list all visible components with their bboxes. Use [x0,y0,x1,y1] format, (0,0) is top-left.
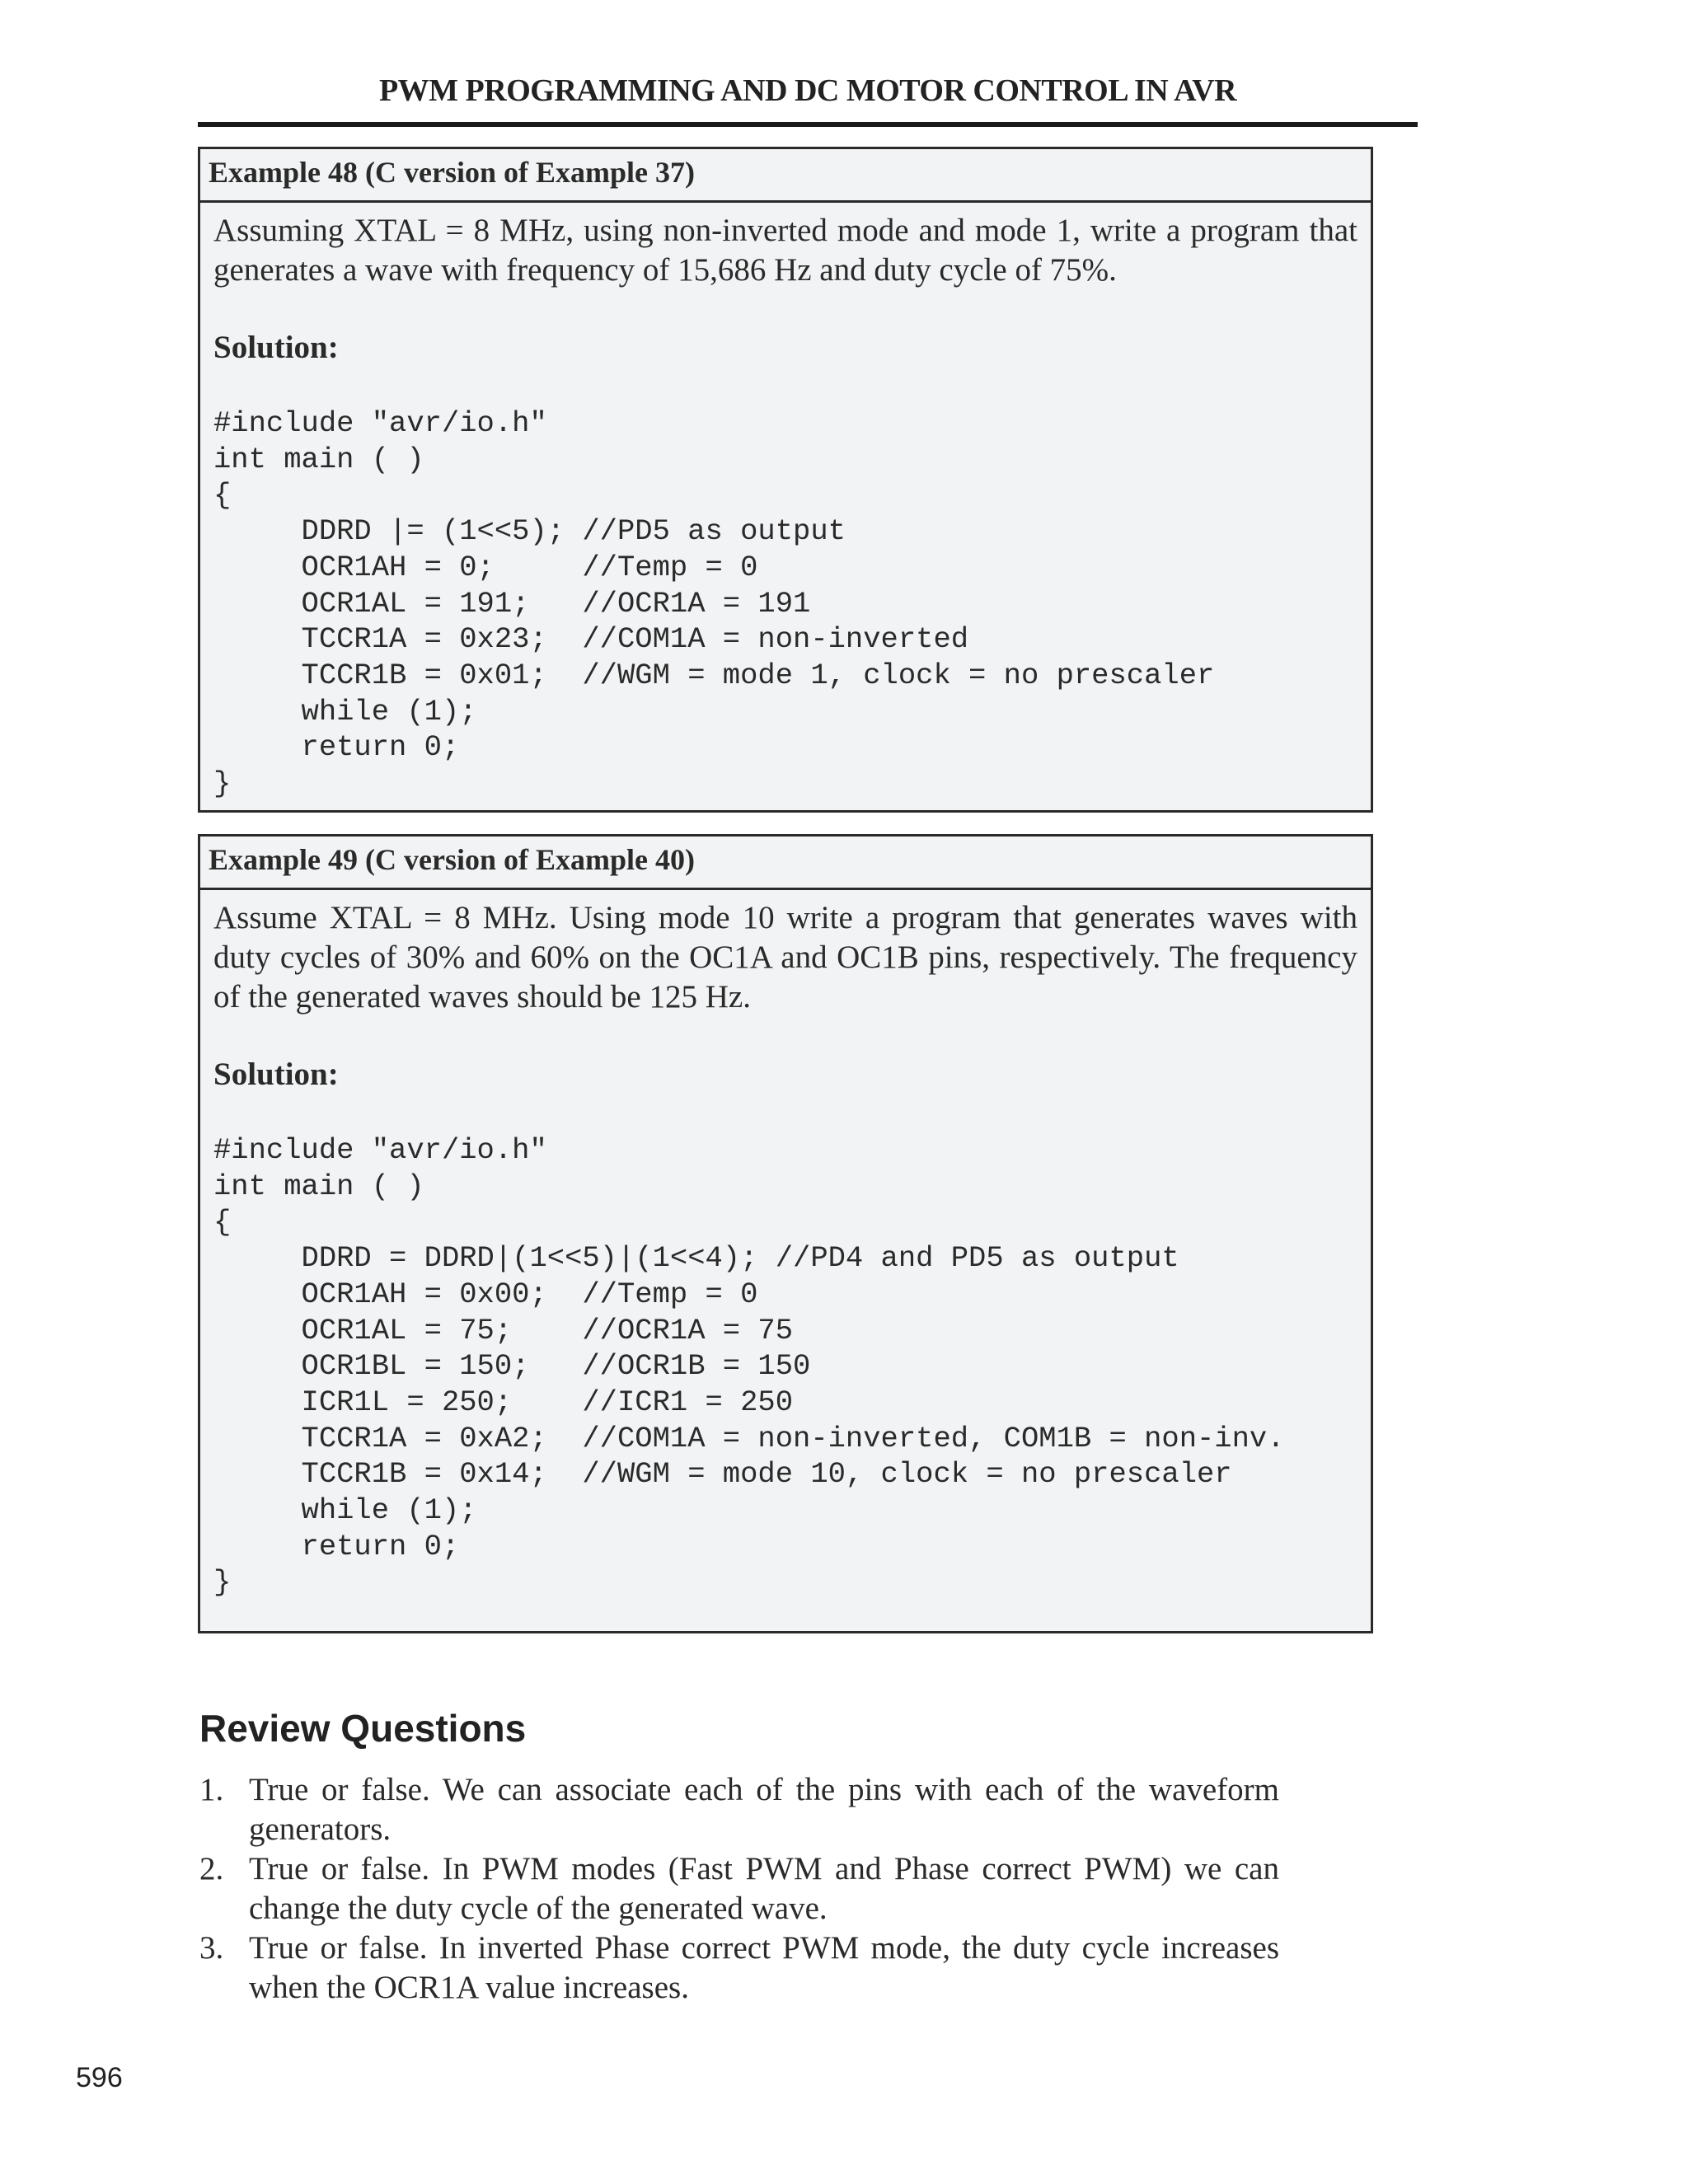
header-rule [198,122,1418,127]
question-number: 3. [199,1930,224,1966]
example-title: Example 49 (C version of Example 40) [200,837,1371,890]
review-questions-list [199,1770,1279,2008]
question-text: True or false. In inverted Phase correct PWM mode, the duty cycle increases when the OCR1A value increases. [249,1930,1279,2005]
code-listing: #include "avr/io.h" int main ( ) { DDRD = DDRD|(1<<5)|(1<<4); //PD4 and PD5 as output OCR1AH = 0x00; //Temp = 0 OCR1AL = 75; //OCR1A = 75 OCR1BL = 150; //OCR1B = 150 ICR1L = 250; //ICR1 = 250 TCCR1A = 0xA2; //COM1A = non-inverted, COM1B = non-inv. TCCR1B = 0x14; //WGM = mode 10, clock = no prescaler while (1); return 0; } [213,1133,1285,1600]
page-number: 596 [76,2062,123,2093]
review-question [199,1929,1279,2008]
review-questions-heading: Review Questions [199,1707,527,1750]
example-body [200,203,1371,802]
example-box-49 [198,834,1373,1633]
example-box-48 [198,147,1373,813]
question-text: True or false. In PWM modes (Fast PWM and Phase correct PWM) we can change the duty cycle of the generated wave. [249,1851,1279,1926]
problem-statement: Assuming XTAL = 8 MHz, using non-inverted mode and mode 1, write a program that generates a wave with frequency of 15,686 Hz and duty cycle of 75%. [213,213,1357,288]
question-text: True or false. We can associate each of the pins with each of the waveform generators. [249,1772,1279,1847]
example-title: Example 48 (C version of Example 37) [200,149,1371,203]
problem-statement: Assume XTAL = 8 MHz. Using mode 10 write a program that generates waves with duty cycles of 30% and 60% on the OC1A and OC1B pins, respectively. The frequency of the generated waves should be 125 Hz. [213,900,1357,1015]
question-number: 2. [199,1851,224,1886]
review-question [199,1770,1279,1849]
example-body [200,890,1371,1601]
review-question [199,1849,1279,1929]
running-header: PWM PROGRAMMING AND DC MOTOR CONTROL IN AVR [378,73,1237,108]
solution-label: Solution: [213,330,339,365]
code-listing: #include "avr/io.h" int main ( ) { DDRD |= (1<<5); //PD5 as output OCR1AH = 0; //Temp = 0 OCR1AL = 191; //OCR1A = 191 TCCR1A = 0x23; //COM1A = non-inverted TCCR1B = 0x01; //WGM = mode 1, clock = no prescaler while (1); return 0; } [213,406,1215,801]
solution-label: Solution: [213,1057,339,1092]
question-number: 1. [199,1772,224,1807]
